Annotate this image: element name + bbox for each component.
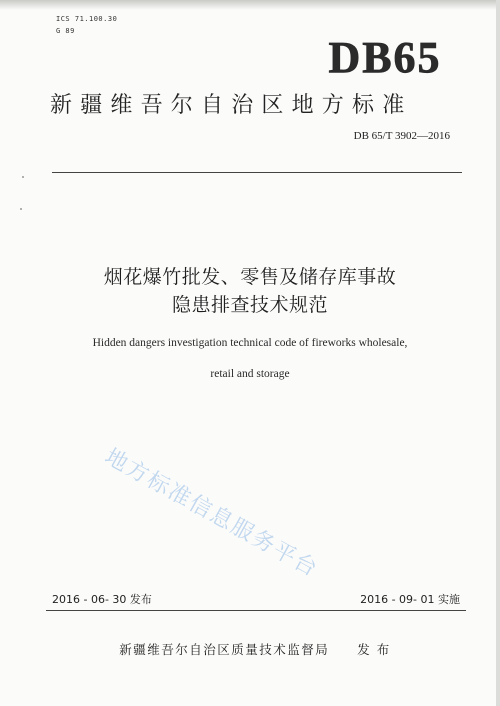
scan-speck [20,208,22,210]
organization-title: 新疆维吾尔自治区地方标准 [50,93,413,118]
document-title-line-1: 烟花爆竹批发、零售及储存库事故 [103,266,397,288]
db65-logo-text: DB65 [328,33,442,80]
ics-code: ICS 71.100.30 [56,15,118,23]
scan-edge-top [0,0,500,10]
db65-logo [318,32,453,80]
implementation-date: 2016 - 09- 01 实施 [360,593,460,606]
document-title-line-2: 隐患排查技术规范 [171,294,328,316]
top-divider [52,172,462,173]
ccs-code: G 89 [56,27,75,35]
standard-number: DB 65/T 3902—2016 [353,130,450,142]
bottom-divider [46,610,466,611]
issue-date: 2016 - 06- 30 发布 [52,593,152,606]
watermark-text: 地方标准信息服务平台 [100,444,323,583]
issuing-authority: 新疆维吾尔自治区质量技术监督局 发 布 [119,642,391,657]
scan-edge-right [496,0,500,706]
english-title-line-1: Hidden dangers investigation technical code of fireworks wholesale, [92,337,408,349]
scan-speck [22,176,24,178]
english-title-line-2: retail and storage [210,368,290,380]
